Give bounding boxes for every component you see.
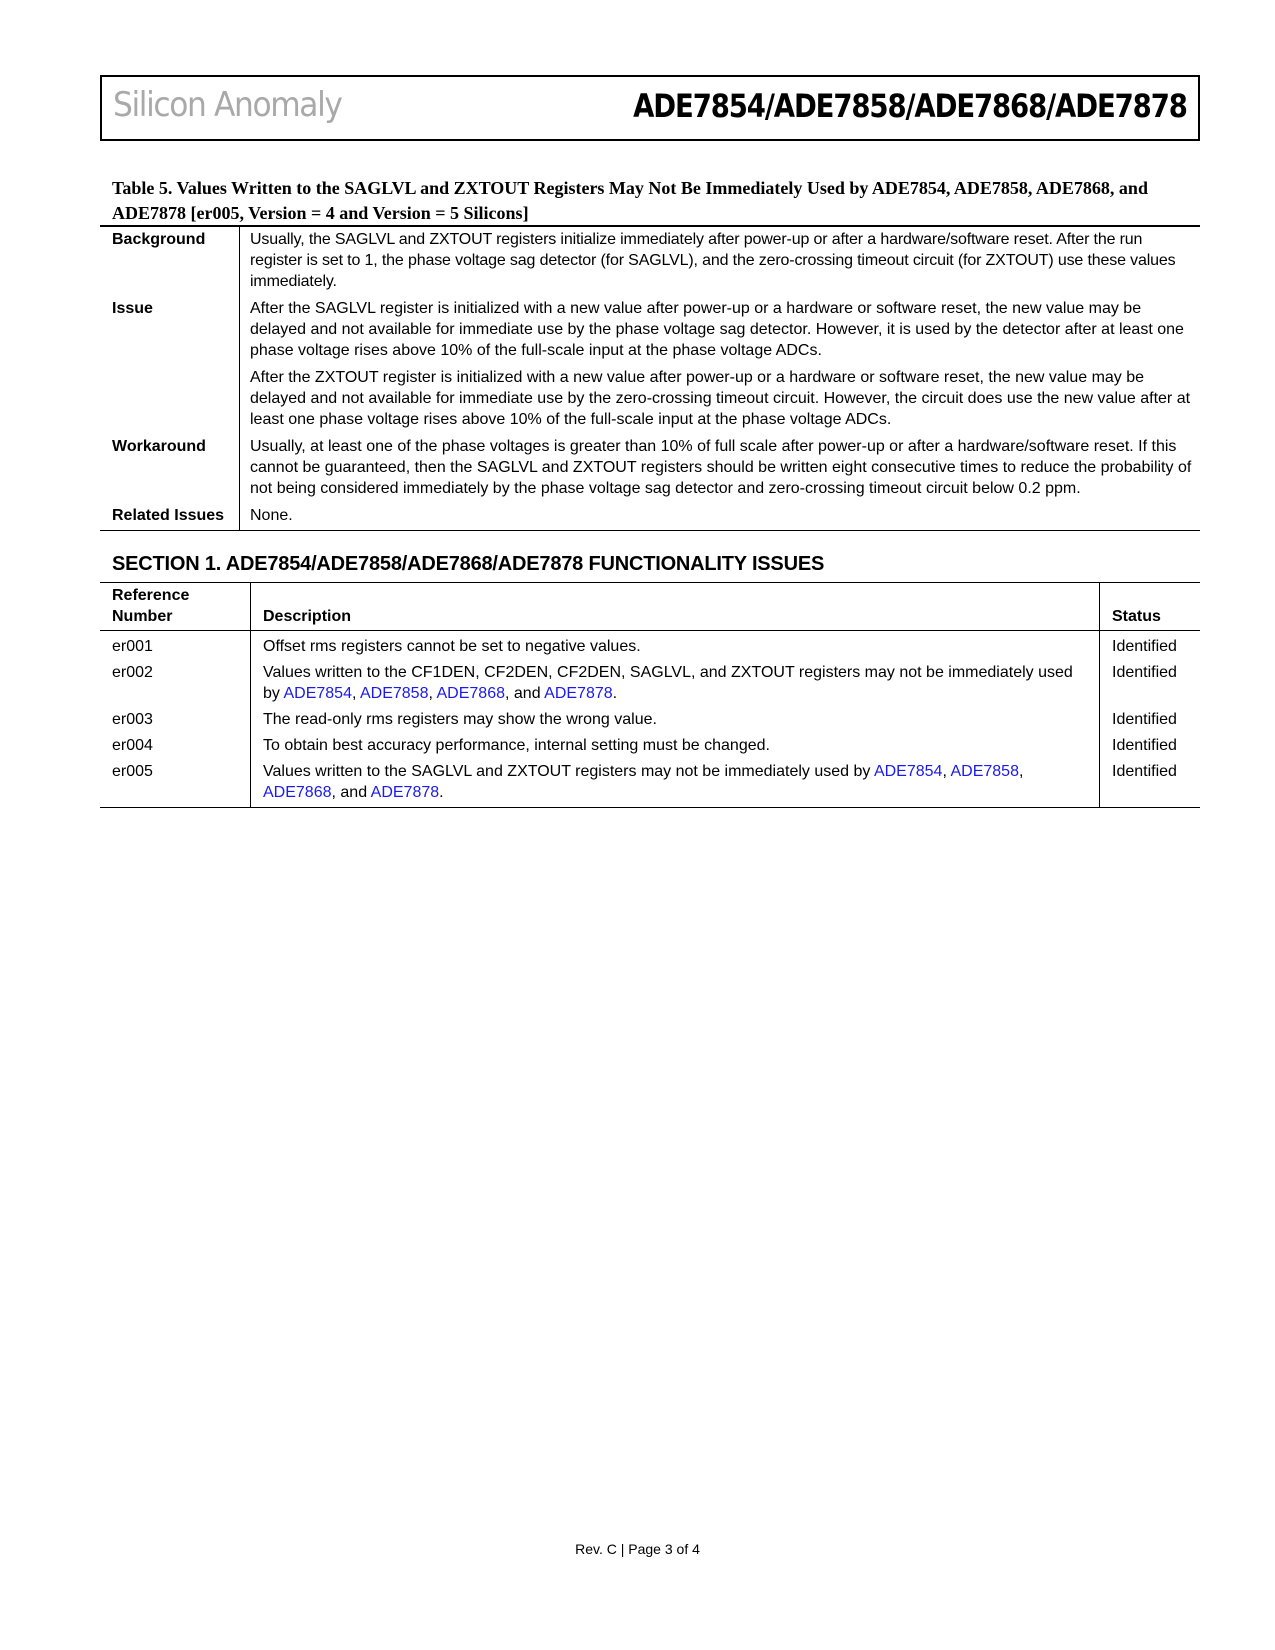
status: Identified [1112, 638, 1177, 655]
description: Offset rms registers cannot be set to negative values. [251, 631, 1100, 660]
table-5 [100, 225, 1200, 531]
description-text: Values written to the SAGLVL and ZXTOUT registers may not be immediately used by [263, 763, 874, 780]
ref-number: er005 [112, 763, 153, 780]
col-header-reference: Reference Number [112, 587, 190, 625]
link-ade7854[interactable]: ADE7854 [873, 763, 943, 780]
period: . [612, 685, 618, 702]
row-text: Usually, the SAGLVL and ZXTOUT registers initialize immediately after power-up or after a hardware/software reset. After the run register is set to 1, the phase voltage sag detector (for SAGLVL), and the zero-crossing timeout circuit (for ZXTOUT) use these values immediately. [250, 231, 1176, 290]
description-text: Values written to the CF1DEN, CF2DEN, CF2DEN, SAGLVL, and ZXTOUT registers may not be immediately used by [263, 664, 1073, 702]
description: The read-only rms registers may show the wrong value. [251, 706, 1100, 732]
table-5-caption: Table 5. Values Written to the SAGLVL and ZXTOUT Registers May Not Be Immediately Used by ADE7854, ADE7858, ADE7868, and ADE7878 [er005, Version = 4 and Version = 5 Silicons] [112, 178, 1148, 223]
link-ade7858[interactable]: ADE7858 [359, 685, 429, 702]
table-row [100, 706, 1200, 732]
status: Identified [1112, 664, 1177, 681]
link-ade7868[interactable]: ADE7868 [263, 784, 332, 801]
separator: , and [505, 685, 545, 702]
description: To obtain best accuracy performance, internal setting must be changed. [251, 732, 1100, 758]
link-ade7858[interactable]: ADE7858 [950, 763, 1019, 780]
row-label: Background [100, 226, 240, 296]
functionality-issues-table [100, 582, 1200, 808]
page-footer: Rev. C | Page 3 of 4 [575, 1541, 700, 1557]
table-row [100, 758, 1200, 808]
separator: , [428, 685, 437, 702]
ref-number: er004 [112, 737, 153, 754]
col-header-status: Status [1112, 608, 1161, 625]
row-label: Related Issues [100, 503, 240, 531]
row-text: After the ZXTOUT register is initialized with a new value after power-up or a hardware or software reset, the new value may be delayed and not available for immediate use by the zero-crossing timeout circuit. However, the circuit does use the new value after at least one phase voltage rises above 10% of the full-scale input at the phase voltage ADCs. [250, 369, 1191, 428]
table-row [100, 434, 1200, 503]
status: Identified [1112, 737, 1177, 754]
description [251, 659, 1100, 706]
ref-number: er002 [112, 664, 153, 681]
link-ade7878[interactable]: ADE7878 [544, 685, 613, 702]
separator: , [1018, 763, 1024, 780]
description [251, 758, 1100, 808]
link-ade7878[interactable]: ADE7878 [370, 784, 440, 801]
table-row [100, 732, 1200, 758]
ref-number: er001 [112, 638, 153, 655]
section-1-title: SECTION 1. ADE7854/ADE7858/ADE7868/ADE7878 FUNCTIONALITY ISSUES [112, 553, 825, 575]
link-ade7854[interactable]: ADE7854 [283, 685, 352, 702]
page-header [100, 75, 1200, 141]
col-header-description: Description [251, 583, 1100, 631]
table-row [100, 659, 1200, 706]
table-row [100, 365, 1200, 434]
header-doc-type: Silicon Anomaly [113, 85, 342, 125]
ref-number: er003 [112, 711, 153, 728]
row-label: Workaround [100, 434, 240, 503]
separator: , [942, 763, 951, 780]
row-label [100, 365, 240, 434]
separator: , [351, 685, 360, 702]
row-text: None. [250, 507, 293, 524]
header-part-numbers: ADE7854/ADE7858/ADE7868/ADE7878 [633, 87, 1187, 125]
table-row [100, 296, 1200, 365]
status: Identified [1112, 711, 1177, 728]
table-header-row [100, 583, 1200, 631]
row-text: After the SAGLVL register is initialized with a new value after power-up or a hardware or software reset, the new value may be delayed and not available for immediate use by the phase voltage sag detector. However, it is used by the detector after at least one phase voltage rises above 10% of the full-scale input at the phase voltage ADCs. [250, 300, 1184, 359]
row-text: Usually, at least one of the phase voltages is greater than 10% of full scale after power-up or after a hardware/software reset. If this cannot be guaranteed, then the SAGLVL and ZXTOUT registers should be written eight consecutive times to reduce the probability of not being considered immediately by the phase voltage sag detector and zero-crossing timeout circuit below 0.2 ppm. [250, 438, 1192, 497]
row-label: Issue [100, 296, 240, 365]
separator: , and [331, 784, 371, 801]
period: . [439, 784, 444, 801]
table-row [100, 503, 1200, 531]
status: Identified [1112, 763, 1177, 780]
link-ade7868[interactable]: ADE7868 [436, 685, 505, 702]
table-row [100, 226, 1200, 296]
table-row [100, 631, 1200, 660]
